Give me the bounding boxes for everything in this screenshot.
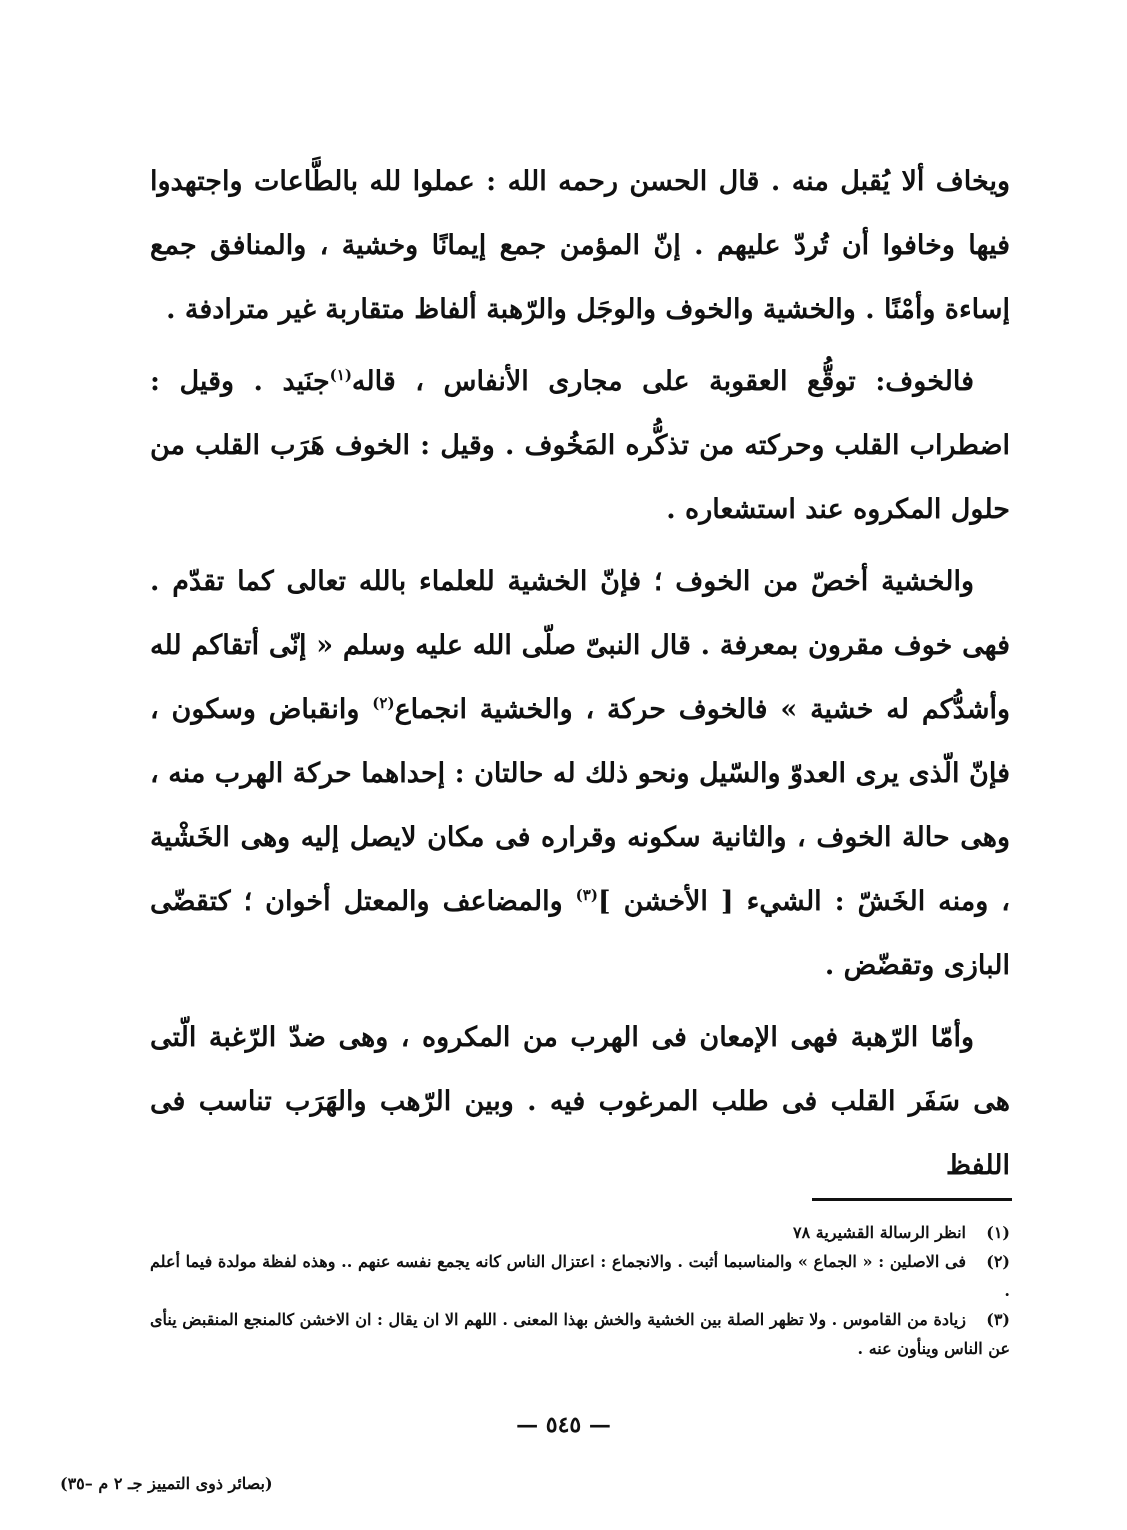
footnote-3-text: زيادة من القاموس . ولا تظهر الصلة بين الخشية والخش بهذا المعنى . اللهم الا ان يقال : ان الاخشن كالمنجع المنقبض ينأى عن الناس وينأون عنه .	[150, 1310, 1010, 1358]
footnote-divider	[812, 1198, 1012, 1201]
footnote-2-number: (٢)	[986, 1252, 1010, 1271]
page-number: — ٥٤٥ —	[516, 1412, 611, 1438]
paragraph-4-text: وأمّا الرّهبة فهى الإمعان فى الهرب من المكروه ، وهى ضدّ الرّغبة الّتى هى سَفَر القلب فى طلب المرغوب فيه . وبين الرّهب والهَرَب تناسب فى اللفظ	[150, 1022, 1010, 1181]
printer-signature: (بصائر ذوى التمييز جـ ٢ م –٣٥)	[60, 1474, 273, 1493]
footnote-marker-3: (٣)	[575, 886, 598, 904]
footnote-1-text: انظر الرسالة القشيرية ٧٨	[792, 1223, 966, 1242]
paragraph-2-text-a: فالخوف: توقُّع العقوبة على مجارى الأنفاس ، قاله	[351, 366, 975, 397]
footnote-marker-1: (١)	[329, 366, 352, 384]
footnote-marker-2: (٢)	[372, 694, 395, 712]
footnote-1-number: (١)	[986, 1223, 1010, 1242]
footnotes	[150, 1218, 1010, 1363]
paragraph-1-text: ويخاف ألا يُقبل منه . قال الحسن رحمه الله : عملوا لله بالطَّاعات واجتهدوا فيها وخافوا أن تُردّ عليهم . إنّ المؤمن جمع إيمانًا وخشية ، والمنافق جمع إساءة وأمْنًا . والخشية والخوف والوجَل والرّهبة ألفاظ متقاربة غير مترادفة .	[150, 166, 1010, 325]
footnote-2	[150, 1247, 1010, 1305]
footnote-2-text: فى الاصلين : « الجماع » والمناسبما أثبت . والانجماع : اعتزال الناس كانه يجمع نفسه عنهم .. وهذه لفظة مولدة فيما أعلم .	[150, 1252, 1010, 1300]
footnote-3-number: (٣)	[986, 1310, 1010, 1329]
paragraph-3-text-c: والمضاعف والمعتل أخوان ؛ كتقضّى البازى وتقضّض .	[150, 886, 1010, 981]
paragraph-3-text-a: والخشية أخصّ من الخوف ؛ فإنّ الخشية للعلماء بالله تعالى كما تقدّم . فهى خوف مقرون بمعرفة . قال النبىّ صلّى الله عليه وسلم « إنّى أتقاكم لله وأشدُّكم له خشية » فالخوف حركة ، والخشية انجماع	[150, 566, 1010, 725]
main-text	[150, 150, 1010, 1198]
paragraph-2	[150, 350, 1010, 542]
footnote-1	[150, 1218, 1010, 1247]
paragraph-1	[150, 150, 1010, 342]
footnote-3	[150, 1305, 1010, 1363]
paragraph-3-text-b: وانقباض وسكون ، فإنّ الّذى يرى العدوّ والسّيل ونحو ذلك له حالتان : إحداهما حركة الهرب منه ، وهى حالة الخوف ، والثانية سكونه وقراره فى مكان لايصل إليه وهى الخَشْية ، ومنه الخَشّ : الشيء [ الأخشن ]	[150, 694, 1011, 917]
paragraph-4	[150, 1006, 1010, 1198]
paragraph-3	[150, 550, 1010, 998]
paragraph-2-text-b: جنَيد . وقيل : اضطراب القلب وحركته من تذكُّره المَخُوف . وقيل : الخوف هَرَب القلب من حلول المكروه عند استشعاره .	[150, 366, 1010, 525]
